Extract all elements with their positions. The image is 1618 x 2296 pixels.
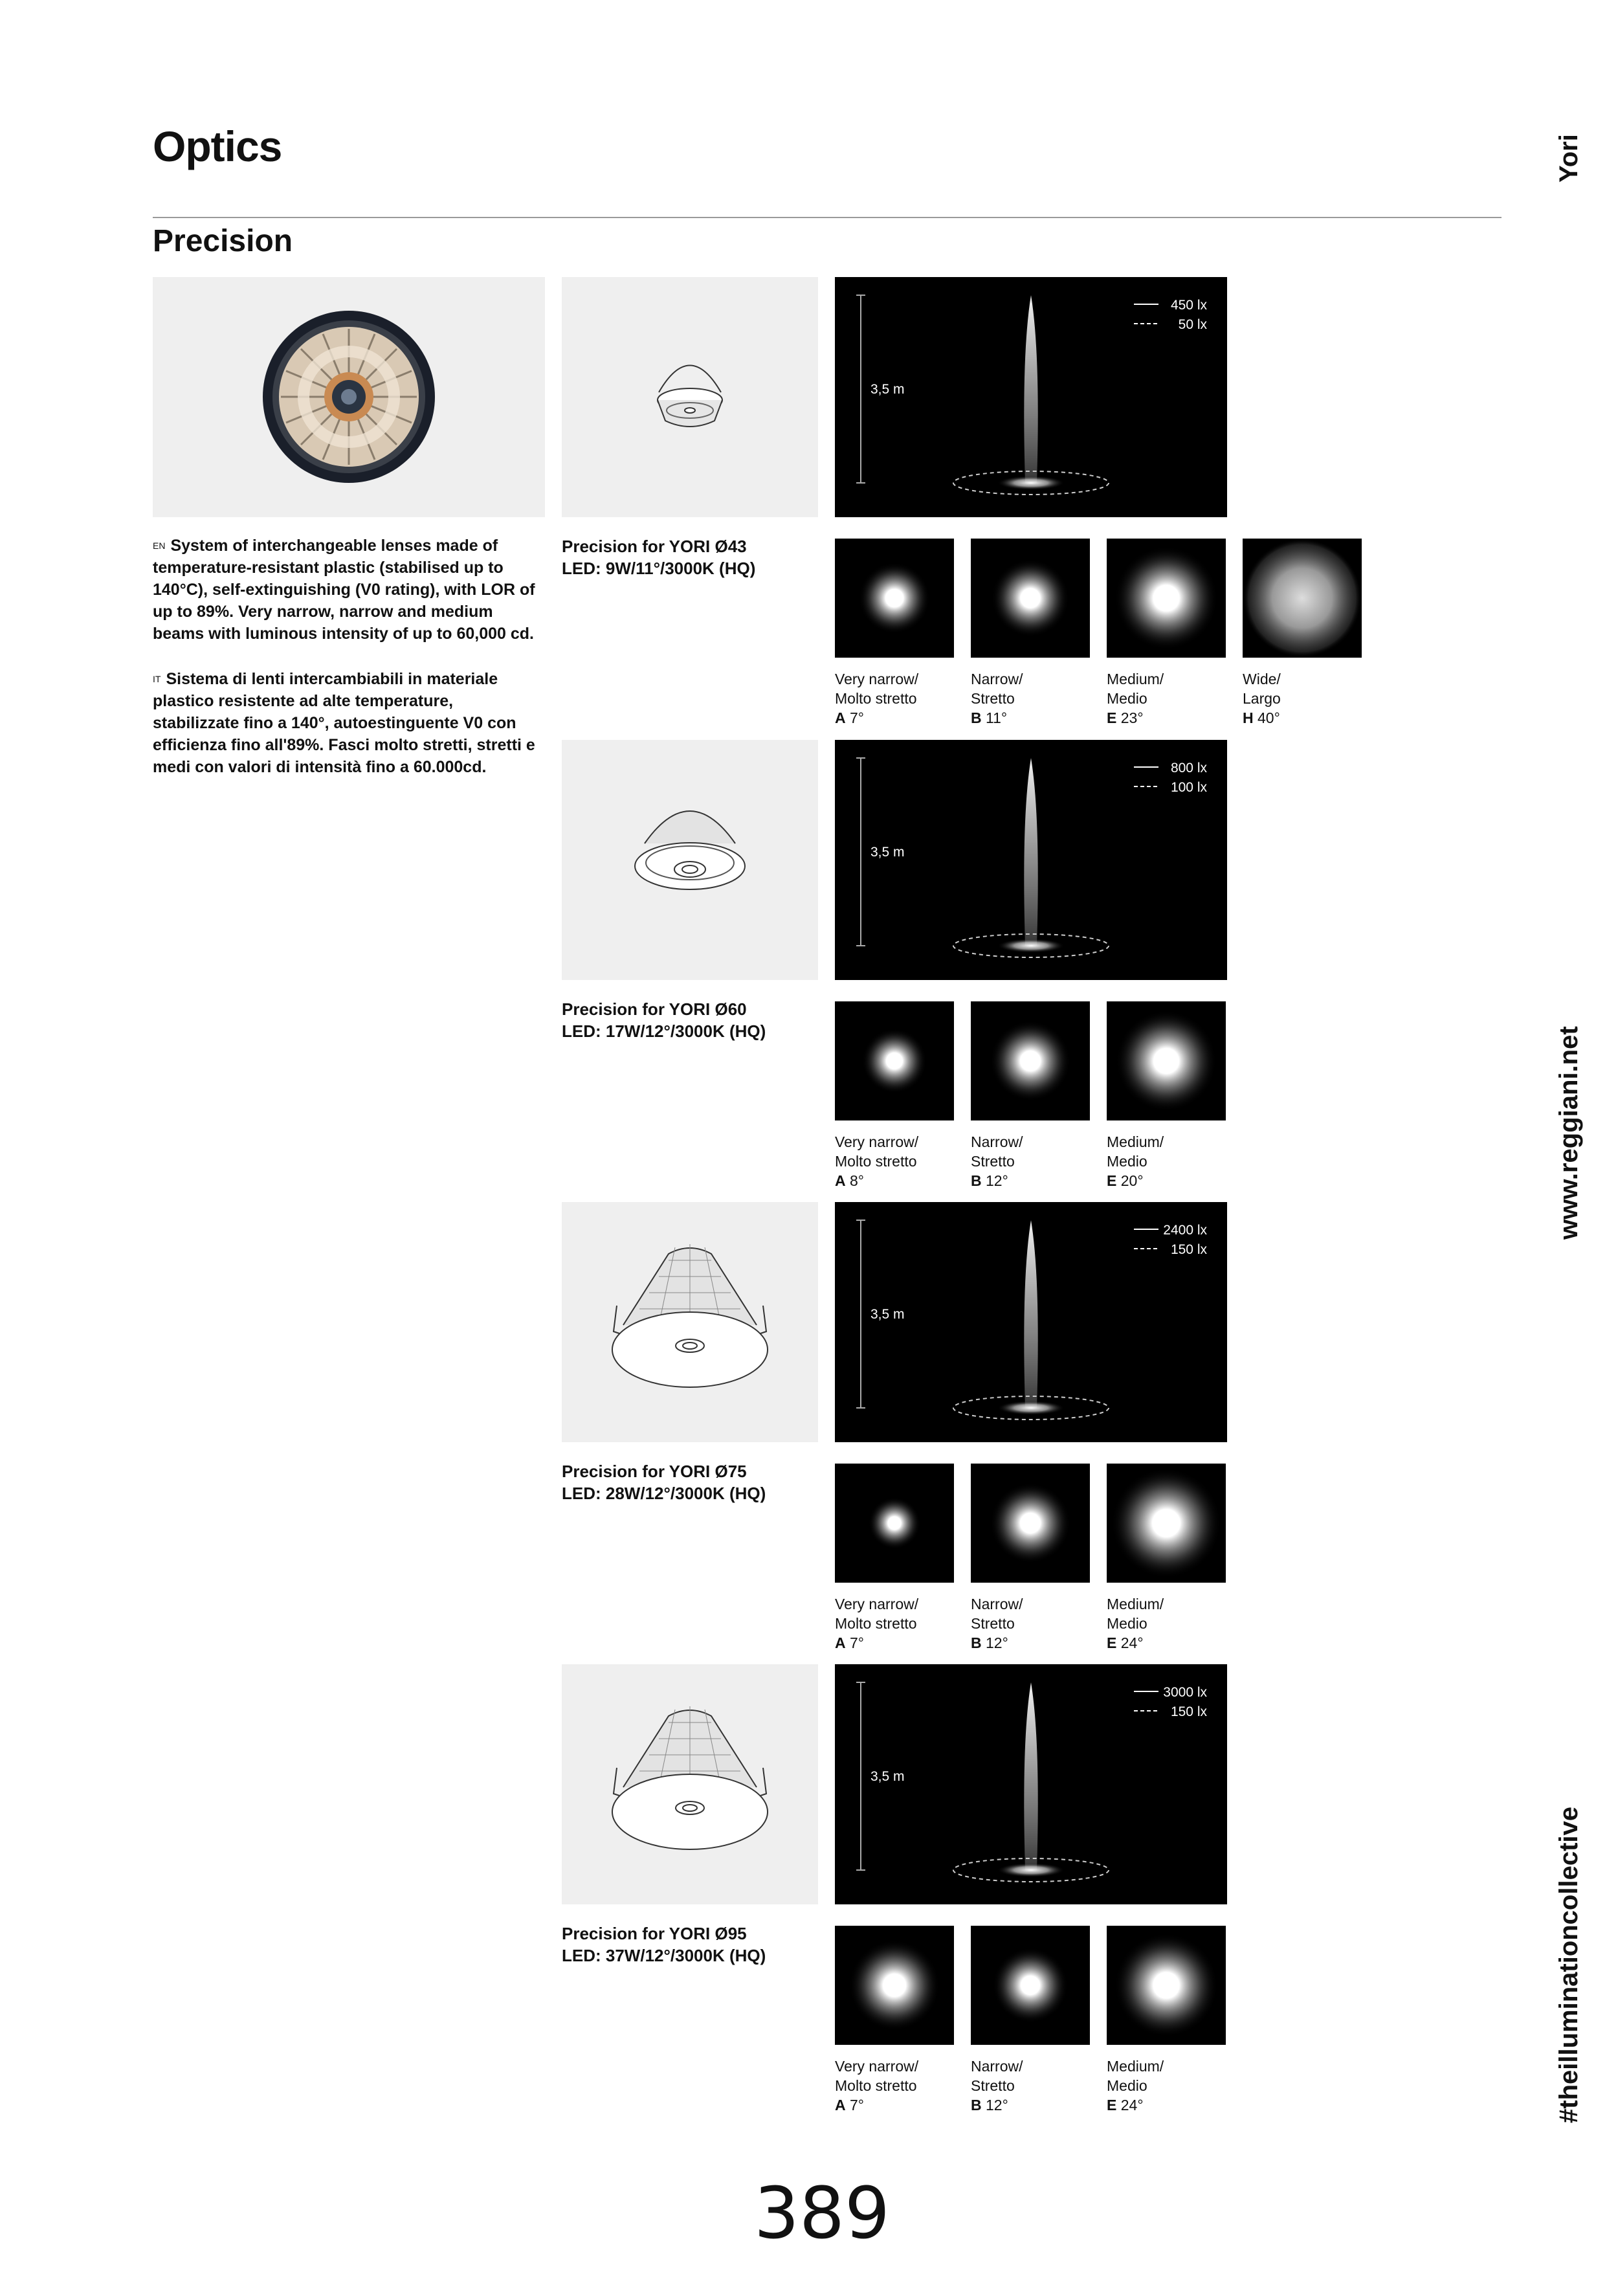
product-led-spec: LED: 9W/11°/3000K (HQ) (562, 559, 756, 578)
beam-caption-1-2 (971, 669, 1100, 728)
beam-name: Medium/ (1107, 1133, 1164, 1150)
lang-tag-en: EN (153, 541, 166, 551)
beam-spot-2-1 (835, 1001, 954, 1120)
lens-drawing-panel-4 (562, 1664, 818, 1904)
beam-code: A (835, 1634, 846, 1651)
beam-name-it: Stretto (971, 2077, 1015, 2094)
lux-low-label: 150 lx (1170, 1704, 1207, 1719)
height-label: 3,5 m (870, 845, 905, 860)
beam-code-angle (971, 2095, 1100, 2115)
beam-code: A (835, 2097, 846, 2113)
beam-code-angle (835, 708, 964, 728)
product-label-4 (562, 1923, 821, 1967)
beam-spot-1-1 (835, 539, 954, 658)
beam-name-it: Molto stretto (835, 1153, 917, 1170)
beam-caption-3-3 (1107, 1594, 1236, 1653)
beam-angle: 11° (981, 709, 1008, 726)
beam-code: E (1107, 2097, 1117, 2113)
beam-name: Medium/ (1107, 2058, 1164, 2075)
lens-drawing-panel-2 (562, 740, 818, 980)
beam-name-it: Medio (1107, 1153, 1147, 1170)
beam-angle: 8° (845, 1172, 865, 1189)
beam-name-it: Molto stretto (835, 1615, 917, 1632)
height-label: 3,5 m (870, 382, 905, 397)
section-subtitle: Precision (153, 224, 293, 258)
product-led-spec: LED: 17W/12°/3000K (HQ) (562, 1021, 766, 1041)
beam-name-it: Molto stretto (835, 690, 917, 707)
lens-drawing-icon (562, 1664, 818, 1904)
beam-code: B (971, 1172, 982, 1189)
header-divider (153, 217, 1502, 218)
beam-caption-1-4 (1243, 669, 1372, 728)
beam-code-angle (835, 2095, 964, 2115)
beam-name: Very narrow/ (835, 671, 919, 687)
lux-high-label: 3000 lx (1163, 1685, 1207, 1700)
beam-caption-2-1 (835, 1132, 964, 1190)
beam-name-it: Medio (1107, 1615, 1147, 1632)
beam-name: Medium/ (1107, 1596, 1164, 1612)
product-led-spec: LED: 28W/12°/3000K (HQ) (562, 1484, 766, 1503)
page-title: Optics (153, 122, 282, 170)
description-en-text: System of interchangeable lenses made of temperature-resistant plastic (stabilised up to 140°C), self-extinguishing (V0 rating), with LOR of up to 89%. Very narrow, narrow and medium beams with luminous intensity of up to 60,000 cd. (153, 537, 535, 643)
product-led-spec: LED: 37W/12°/3000K (HQ) (562, 1946, 766, 1965)
beam-caption-1-1 (835, 669, 964, 728)
beam-code: E (1107, 1172, 1117, 1189)
product-name: Precision for YORI Ø43 (562, 537, 747, 556)
height-label: 3,5 m (870, 1769, 905, 1784)
beam-name-it: Medio (1107, 690, 1147, 707)
lens-front-image (153, 277, 545, 517)
side-url: www.reggiani.net (1555, 1026, 1583, 1240)
beam-code-angle (1107, 1633, 1236, 1653)
beam-spot-1-2 (971, 539, 1090, 658)
beam-spot-1-4 (1243, 539, 1362, 658)
beam-name-it: Molto stretto (835, 2077, 917, 2094)
beam-angle: 7° (845, 2097, 865, 2113)
beam-code: B (971, 709, 982, 726)
beam-spot-4-3 (1107, 1926, 1226, 2045)
beam-angle: 24° (1116, 2097, 1144, 2113)
beam-angle: 20° (1116, 1172, 1144, 1189)
beam-angle: 7° (845, 1634, 865, 1651)
beam-name-it: Stretto (971, 1153, 1015, 1170)
beam-code: B (971, 1634, 982, 1651)
beam-angle: 12° (981, 1634, 1008, 1651)
beam-spot-1-3 (1107, 539, 1226, 658)
beam-name: Very narrow/ (835, 1596, 919, 1612)
beam-angle: 40° (1253, 709, 1280, 726)
beam-spot-graphic (1107, 1926, 1226, 2045)
beam-angle: 24° (1116, 1634, 1144, 1651)
product-name: Precision for YORI Ø60 (562, 999, 747, 1019)
beam-name: Very narrow/ (835, 1133, 919, 1150)
beam-name-it: Stretto (971, 1615, 1015, 1632)
beam-code-angle (1107, 2095, 1236, 2115)
beam-profile-graphic (835, 277, 1227, 517)
beam-name: Narrow/ (971, 671, 1023, 687)
beam-angle: 7° (845, 709, 865, 726)
beam-name: Very narrow/ (835, 2058, 919, 2075)
beam-name-it: Medio (1107, 2077, 1147, 2094)
beam-spot-graphic (835, 1001, 954, 1120)
beam-spot-graphic (835, 1464, 954, 1583)
beam-spot-graphic (835, 539, 954, 658)
beam-code-angle (1107, 1171, 1236, 1190)
beam-profile-panel-2 (835, 740, 1227, 980)
beam-caption-4-2 (971, 2056, 1100, 2115)
product-label-1 (562, 535, 821, 579)
beam-code-angle (1243, 708, 1372, 728)
beam-name: Narrow/ (971, 2058, 1023, 2075)
beam-caption-3-2 (971, 1594, 1100, 1653)
lux-low-label: 100 lx (1170, 780, 1207, 795)
lens-drawing-icon (562, 1202, 818, 1442)
beam-name: Medium/ (1107, 671, 1164, 687)
product-name: Precision for YORI Ø75 (562, 1462, 747, 1481)
beam-caption-2-3 (1107, 1132, 1236, 1190)
beam-profile-panel-4 (835, 1664, 1227, 1904)
description-en (153, 535, 541, 645)
description-it-text: Sistema di lenti intercambiabili in materiale plastico resistente ad alte temperature, stabilizzate fino a 140°, autoestinguente V0 con efficienza fino all'89%. Fasci molto stretti, stretti e medi con valori di intensità fino a 60.000cd. (153, 670, 535, 776)
beam-spot-graphic (1107, 539, 1226, 658)
beam-caption-1-3 (1107, 669, 1236, 728)
beam-code-angle (971, 708, 1100, 728)
lens-drawing-icon (562, 277, 818, 517)
beam-code: A (835, 1172, 846, 1189)
side-brand: Yori (1555, 134, 1583, 183)
beam-code-angle (971, 1633, 1100, 1653)
lens-drawing-panel-1 (562, 277, 818, 517)
page-number: 389 (754, 2172, 890, 2255)
beam-code: E (1107, 1634, 1117, 1651)
beam-spot-graphic (835, 1926, 954, 2045)
beam-angle: 23° (1116, 709, 1144, 726)
beam-angle: 12° (981, 2097, 1008, 2113)
beam-spot-graphic (971, 539, 1090, 658)
beam-code: H (1243, 709, 1254, 726)
beam-code-angle (835, 1171, 964, 1190)
beam-spot-graphic (1107, 1001, 1226, 1120)
beam-spot-graphic (971, 1926, 1090, 2045)
description-it (153, 668, 541, 778)
beam-profile-graphic (835, 1202, 1227, 1442)
beam-spot-2-3 (1107, 1001, 1226, 1120)
beam-name: Narrow/ (971, 1133, 1023, 1150)
lux-high-label: 800 lx (1170, 761, 1207, 775)
beam-spot-3-3 (1107, 1464, 1226, 1583)
beam-profile-graphic (835, 1664, 1227, 1904)
lux-low-label: 150 lx (1170, 1242, 1207, 1257)
product-name: Precision for YORI Ø95 (562, 1924, 747, 1943)
beam-spot-2-2 (971, 1001, 1090, 1120)
beam-profile-panel-3 (835, 1202, 1227, 1442)
product-label-2 (562, 998, 821, 1042)
beam-caption-4-3 (1107, 2056, 1236, 2115)
beam-code: B (971, 2097, 982, 2113)
lux-high-label: 450 lx (1170, 298, 1207, 313)
beam-name-it: Largo (1243, 690, 1281, 707)
height-label: 3,5 m (870, 1307, 905, 1322)
beam-spot-graphic (1243, 539, 1362, 658)
lens-drawing-panel-3 (562, 1202, 818, 1442)
beam-code: E (1107, 709, 1117, 726)
beam-spot-4-1 (835, 1926, 954, 2045)
beam-profile-graphic (835, 740, 1227, 980)
beam-profile-panel-1 (835, 277, 1227, 517)
lux-low-label: 50 lx (1178, 317, 1207, 332)
lux-high-label: 2400 lx (1163, 1223, 1207, 1238)
beam-spot-3-2 (971, 1464, 1090, 1583)
lens-photo-panel (153, 277, 545, 517)
beam-caption-2-2 (971, 1132, 1100, 1190)
beam-spot-graphic (1107, 1464, 1226, 1583)
beam-caption-3-1 (835, 1594, 964, 1653)
beam-spot-3-1 (835, 1464, 954, 1583)
lens-drawing-icon (562, 740, 818, 980)
beam-spot-graphic (971, 1001, 1090, 1120)
beam-angle: 12° (981, 1172, 1008, 1189)
beam-name: Narrow/ (971, 1596, 1023, 1612)
beam-code: A (835, 709, 846, 726)
beam-code-angle (971, 1171, 1100, 1190)
beam-code-angle (835, 1633, 964, 1653)
side-hashtag: #theilluminationcollective (1555, 1806, 1583, 2123)
beam-name-it: Stretto (971, 690, 1015, 707)
beam-name: Wide/ (1243, 671, 1281, 687)
beam-caption-4-1 (835, 2056, 964, 2115)
beam-code-angle (1107, 708, 1236, 728)
beam-spot-graphic (971, 1464, 1090, 1583)
product-label-3 (562, 1460, 821, 1504)
lang-tag-it: IT (153, 674, 161, 684)
beam-spot-4-2 (971, 1926, 1090, 2045)
